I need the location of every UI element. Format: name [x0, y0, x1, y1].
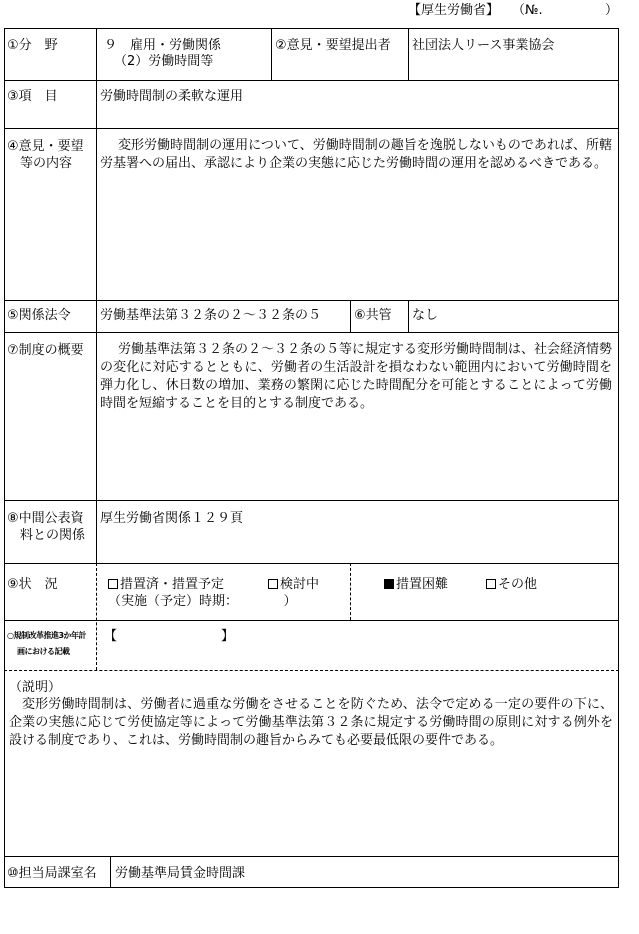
- item-value: 労働時間制の柔軟な運用: [100, 89, 244, 104]
- row-divider: [4, 856, 619, 857]
- dashed-row-divider: [4, 670, 619, 671]
- field-value-line2: （2）労働時間等: [114, 54, 214, 69]
- system-overview-label: ⑦制度の概要: [7, 343, 84, 358]
- column-divider: [96, 332, 97, 563]
- status-option-implemented: 措置済・措置予定: [108, 576, 224, 594]
- field-label: ①分 野: [7, 38, 58, 53]
- column-divider: [271, 28, 272, 80]
- dashed-column-divider: [96, 563, 97, 670]
- jurisdiction-value: なし: [412, 308, 439, 323]
- checked-checkbox-icon: [384, 579, 394, 589]
- number-label: （№.: [512, 3, 543, 18]
- number-close: ）: [605, 3, 619, 18]
- three-year-plan-label-line2: 画における記載: [17, 647, 70, 656]
- column-divider: [96, 28, 97, 300]
- jurisdiction-label: ⑥共管: [354, 308, 392, 323]
- submitter-label: ②意見・要望提出者: [275, 38, 391, 53]
- interim-report-label-line1: ⑧中間公表資: [7, 511, 84, 526]
- department-label: ⑩担当局課室名: [7, 866, 97, 881]
- three-year-plan-label-line1: ○規制改革推進3か年計: [7, 631, 87, 640]
- ministry-header: 【厚生労働省】: [408, 3, 500, 18]
- system-overview-content: 労働基準法第３２条の２～３２条の５等に規定する変形労働時間制は、社会経済情勢の変化に対応するとともに、労働者の生活設計を損なわない範囲内において労働時間を弾力化し、休日数の増加、業務の繁閑に応じた時間配分を可能とすることによって労働時間を短縮することを目的とする制度である。: [100, 342, 613, 411]
- checkbox-icon: [108, 579, 118, 589]
- explanation-heading: （説明）: [9, 680, 62, 695]
- checkbox-icon: [486, 579, 496, 589]
- request-label-line1: ④意見・要望: [7, 139, 84, 154]
- column-divider: [408, 300, 409, 332]
- related-law-value: 労働基準法第３２条の２～３２条の５: [100, 308, 322, 323]
- column-divider: [96, 300, 97, 332]
- department-value: 労働基準局賃金時間課: [115, 866, 246, 881]
- column-divider: [350, 300, 351, 332]
- field-value-line1: ９ 雇用・労働関係: [104, 38, 222, 53]
- submitter-value: 社団法人リース事業協会: [412, 38, 555, 53]
- item-label: ③項 目: [7, 89, 58, 104]
- interim-report-value: 厚生労働省関係１２９頁: [100, 511, 244, 526]
- three-year-plan-value: 【 】: [104, 629, 235, 644]
- request-content: 変形労働時間制の運用について、労働時間制の趣旨を逸脱しないものであれば、所轄労基署への届出、承認により企業の実態に応じた労働時間の運用を認めるべきである。: [100, 138, 612, 171]
- dashed-column-divider: [350, 563, 351, 620]
- status-option-reviewing: 検討中: [268, 576, 319, 594]
- implementation-date: （実施（予定）時期： ）: [108, 594, 297, 609]
- interim-report-label-line2: 料との関係: [20, 528, 86, 543]
- related-law-label: ⑤関係法令: [7, 308, 71, 323]
- status-option-other: その他: [486, 576, 537, 594]
- column-divider: [408, 28, 409, 80]
- explanation-content: 変形労働時間制は、労働者に過重な労働をさせることを防ぐため、法令で定める一定の要件の下に、企業の実態に応じて労使協定等によって労働基準法第３２条に規定する労働時間の原則に対する例外を設ける制度であり、これは、労働時間制の趣旨からみても必要最低限の要件である。: [9, 697, 613, 748]
- checkbox-icon: [268, 579, 278, 589]
- status-option-difficult: 措置困難: [384, 576, 448, 594]
- column-divider: [110, 856, 111, 888]
- status-label: ⑨状 況: [7, 577, 58, 592]
- request-label-line2: 等の内容: [20, 156, 73, 171]
